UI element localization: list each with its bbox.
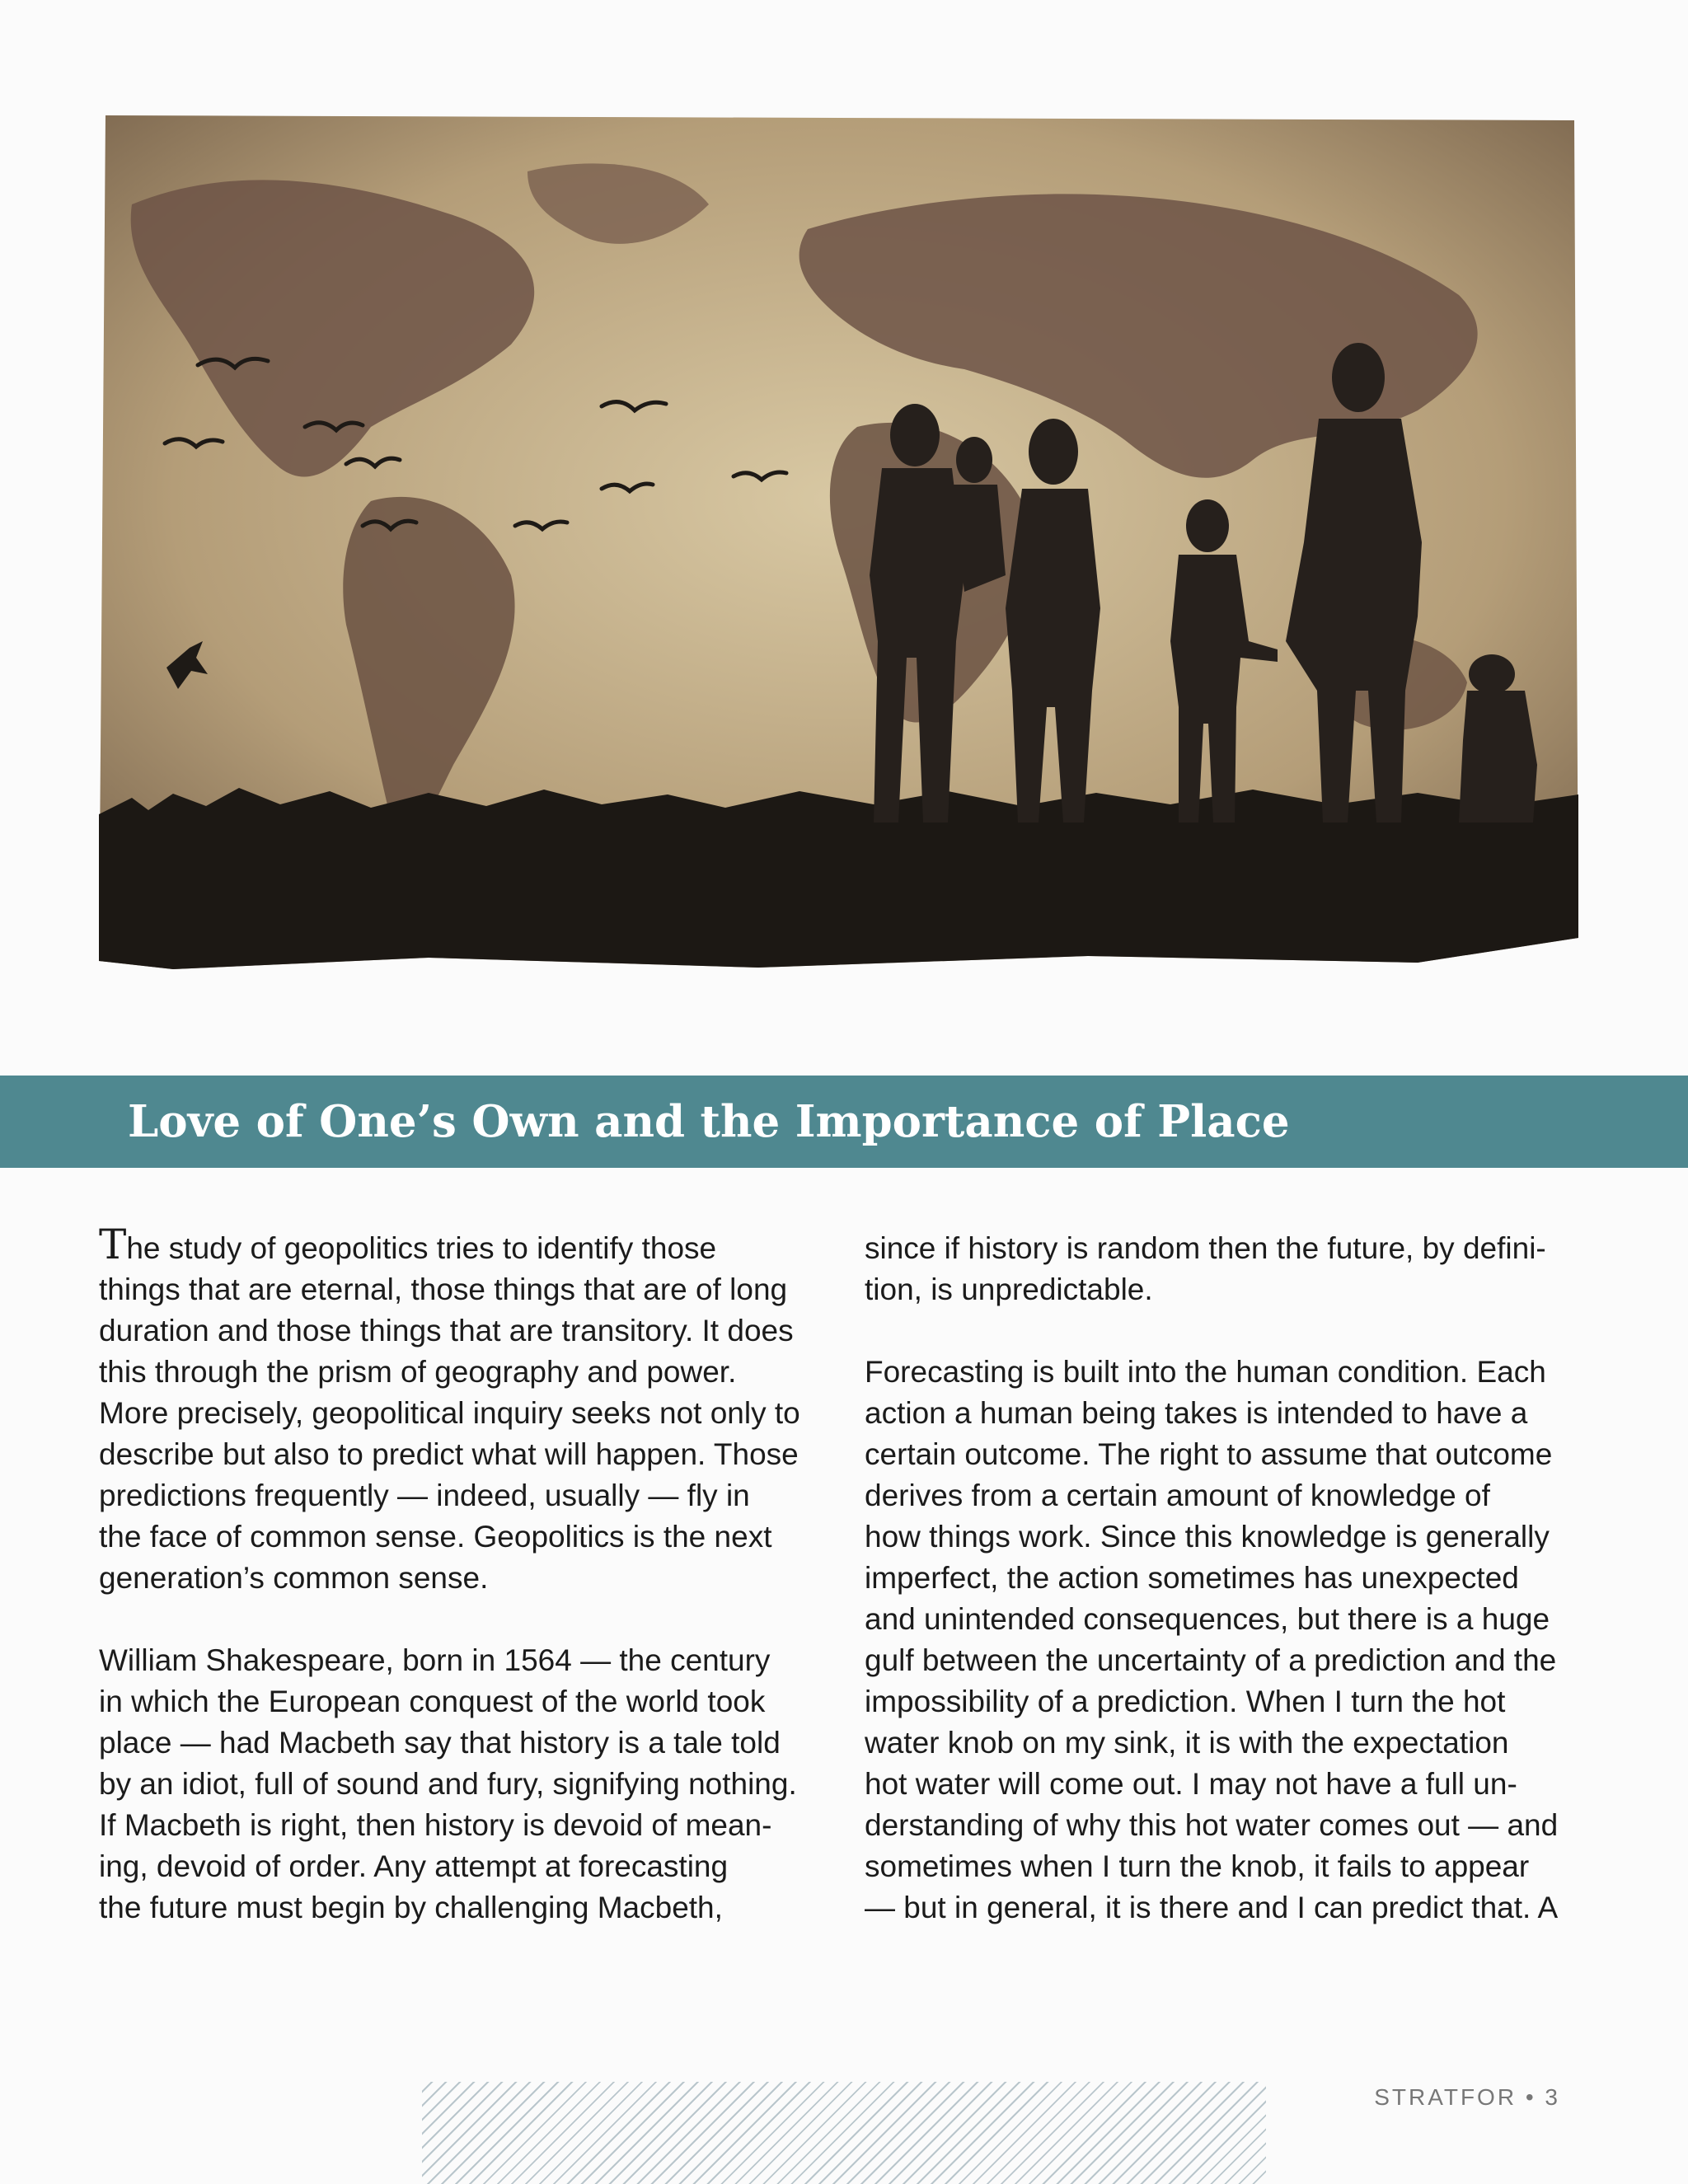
paragraph: Forecasting is built into the human condition. Each action a human being takes is intended to have a certain outcome. The right to assume that outcome derives from a certain amount of knowledge of how things work. Since this knowledge is generally imperfect, the action sometimes has unexpected and unintended consequences, but there is a huge gulf between the uncertainty of a prediction and the impossibility of a prediction. When I turn the hot water knob on my sink, it is with the expectation hot water will come out. I may not have a full un- derstanding of why this hot water comes out — and sometimes when I turn the knob, it fails to appear — but in general, it is there and I can predict that. A — [865, 1355, 1559, 1924]
paragraph: since if history is random then the future, by defini- tion, is unpredictable. — [865, 1231, 1546, 1306]
paragraph: William Shakespeare, born in 1564 — the century in which the European conquest of the world took place — had Macbeth say that history is a tale told by an idiot, full of sound and fury, signifying nothing. If Macbeth is right, then history is devoid of mean- ing, devoid of order. Any attempt at forecasting the future must begin by challenging Macbeth, — [99, 1643, 797, 1924]
paragraph — [99, 1221, 824, 1599]
drop-cap: T — [99, 1221, 127, 1268]
text-column-left — [99, 1221, 824, 1970]
section-title-band — [0, 1076, 1688, 1168]
section-title: Love of One’s Own and the Importance of Place — [128, 1096, 1290, 1147]
decorative-stripes — [422, 2082, 1266, 2184]
hero-image — [99, 114, 1582, 971]
paragraph-text: he study of geopolitics tries to identify those things that are eternal, those things that are of long duration and those things that are transitory. It does this through the prism of geography and power. More precisely, geopolitical inquiry seeks not only to describe but also to predict what will happen. Those predictions frequently — indeed, usually — fly in the face of common sense. Geopolitics is the next generation’s common sense. — [99, 1231, 800, 1595]
page-footer: STRATFOR • 3 — [1374, 2084, 1560, 2110]
text-column-right — [865, 1228, 1590, 1970]
